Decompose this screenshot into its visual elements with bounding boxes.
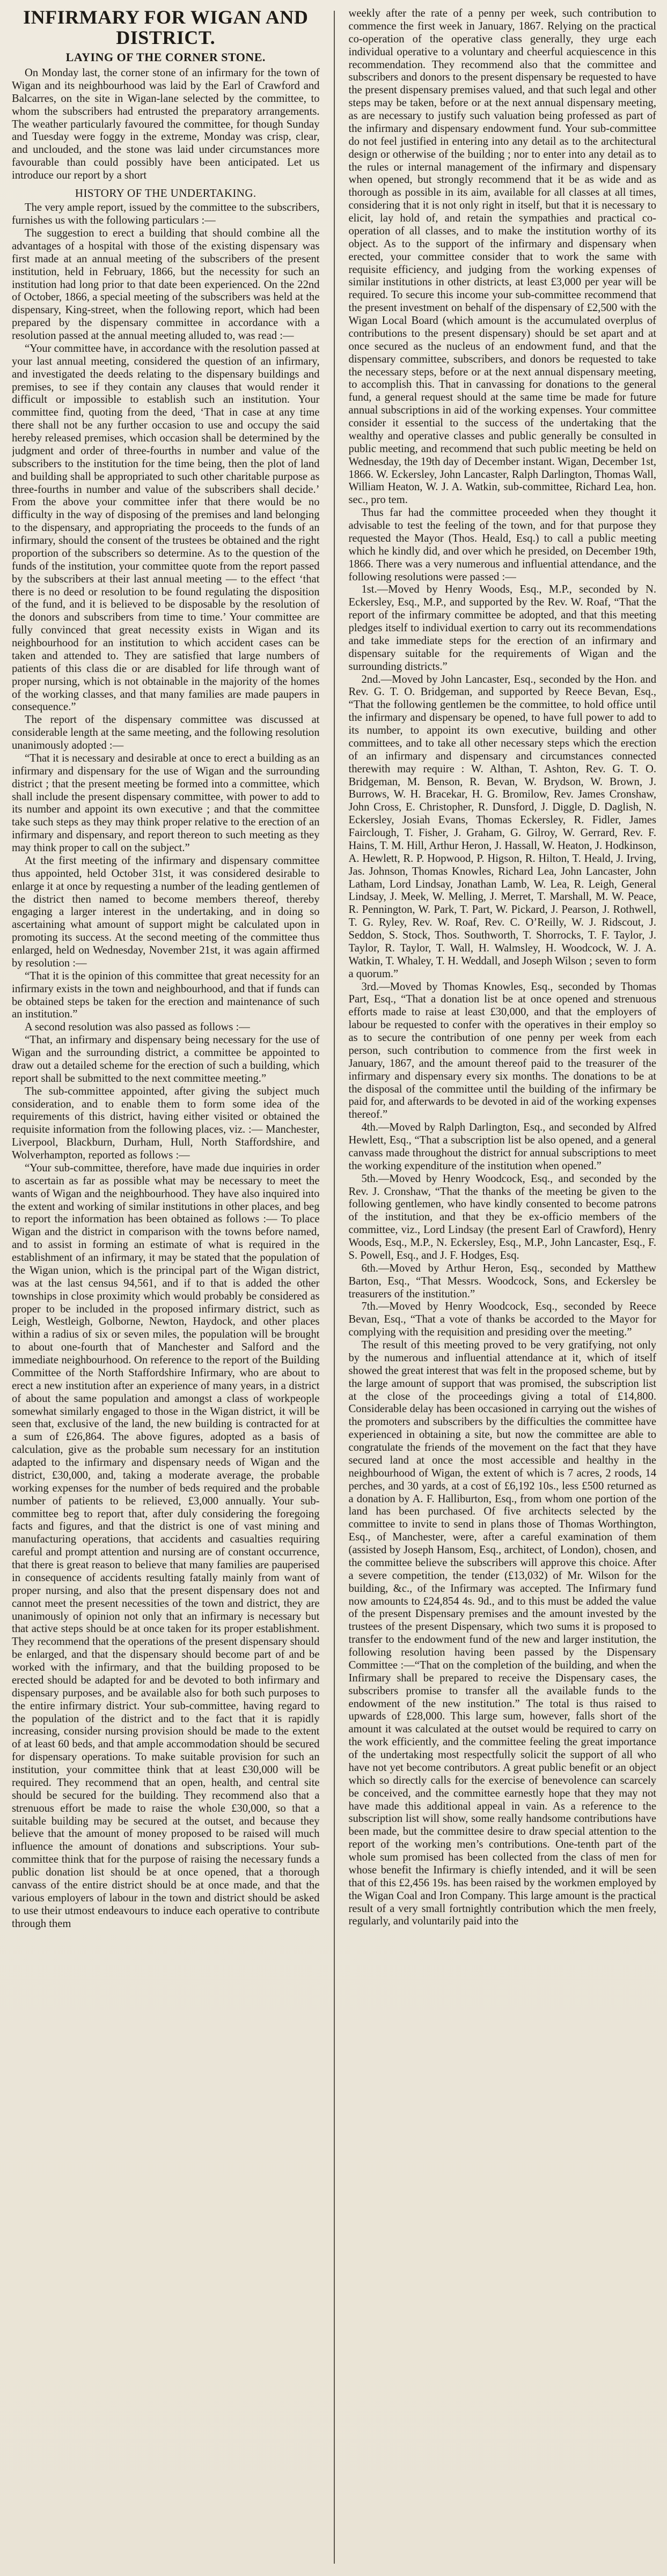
paragraph: “That, an infirmary and dispensary being necessary for the use of Wigan and the surrounding district, a committee be appointed to draw out a detailed scheme for the erection of such a building, which report shall be submitted to the next committee meeting.” [12, 1034, 320, 1084]
paragraph: A second resolution was also passed as follows :— [25, 1021, 250, 1034]
paragraph: At the first meeting of the infirmary and dispensary committee thus appointed, held October 31st, it was considered desirable to enlarge it at once by requesting a number of the leading gentlemen of the district then named to become members thereof, thereby engaging a larger interest in the undertaking, and in doing so ascertaining what amount of support might be calculated upon in promoting its success. At the second meeting of the committee thus enlarged, held on Wednesday, November 21st, it was again affirmed by resolution :— [12, 854, 320, 969]
resolution-paragraph: 6th.—Moved by Arthur Heron, Esq., seconded by Matthew Barton, Esq., “That Messrs. Woodcock, Sons, and Eckersley be treasurers of the institution.” [348, 1262, 656, 1300]
headline: INFIRMARY FOR WIGAN AND DISTRICT. [23, 8, 309, 48]
paragraph: On Monday last, the corner stone of an infirmary for the town of Wigan and its neighbourhood was laid by the Earl of Crawford and Balcarres, on the site in Wigan-lane selected by the committee, to whom the subscribers had entrusted the preparatory arrangements. The weather particularly favoured the committee, for though Sunday and Tuesday were foggy in the extreme, Monday was crisp, clear, and unclouded, and the stone was laid under circumstances more favourable than could possibly have been anticipated. Let us introduce our report by a short [12, 67, 320, 182]
article-columns [12, 8, 656, 2566]
paragraph: “Your sub-committee, therefore, have made due inquiries in order to ascertain as far as possible what may be necessary to meet the wants of Wigan and the neighbourhood. They have also inquired into the extent and working of similar institutions in other places, and beg to report the information has been obtained as follows :— To place Wigan and the district in comparison with the towns before named, and to assist in forming an estimate of what is required in the establishment of an infirmary, it may be stated that the population of the Wigan union, which is the principal part of the Wigan district, was at the last census 94,561, and if to that is added the other townships in close proximity which would probably be considered as proper to be included in the proposed infirmary district, such as Leigh, Westleigh, Golborne, Newton, Haydock, and other places within a radius of six or seven miles, the population will be brought to about one-fourth that of Manchester and Salford and the immediate neighbourhood. On reference to the report of the Building Committee of the North Staffordshire Infirmary, who are about to erect a new institution after an experience of many years, in a district of about the same population and amongst a class of workpeople somewhat similarly engaged to those in the Wigan district, it will be seen that, exclusive of the land, the new building is contracted for at a sum of £26,864. The above figures, adopted as a basis of calculation, give as the probable sum necessary for an institution adapted to the infirmary and dispensary needs of Wigan and the district, £30,000, and, taking a moderate average, the probable working expenses for the number of beds required and the probable number of patients to be relieved, £3,000 annually. Your sub-committee beg to report that, after duly considering the foregoing facts and figures, and that the district is one of vast mining and manufacturing operations, that accidents and casualties requiring careful and prompt attention and nursing are of constant occurrence, that there is great reason to believe that many families are pauperised in consequence of accidents resulting fatally mainly from want of proper nursing, and also that the present dispensary does not and cannot meet the present necessities of the town and district, they are unanimously of opinion not only that an infirmary is necessary but that active steps should be at once taken for its proper establishment. They recommend that the operations of the present dispensary should be enlarged, and that the dispensary should become part of and be worked with the infirmary, and that the building proposed to be erected should be adapted for and be devoted to both infirmary and dispensary purposes, and be available also for both such purposes to the entire infirmary district. Your sub-committee, having regard to the population of the district and to the fact that it is rapidly increasing, consider nursing provision should be made to the extent of at least 60 beds, and that ample accommodation should be secured for dispensary operations. To make suitable provision for such an institution, your committee think that at least £30,000 will be required. They recommend that an open, health, and central site should be secured for the building. They recommend also that a strenuous effort be made to raise the whole £30,000, so that a suitable building may be secured at the outset, and because they believe that the amount of money proposed to be raised will much influence the amount of donations and subscriptions. Your sub-committee think that for the purpose of raising the necessary funds a public donation list should be at once opened, that a thorough canvass of the entire district should be at once made, and that the various employers of labour in the town and district should be asked to use their utmost endeavours to induce each operative to contribute through them [12, 1162, 320, 1930]
paragraph: “Your committee have, in accordance with the resolution passed at your last annual meeting, considered the question of an infirmary, and investigated the deeds relating to the dispensary buildings and premises, to see if they contain any clauses that would render it difficult or impossible to establish such an institution. Your committee find, quoting from the deed, ‘That in case at any time there shall not be any further occasion to use and occupy the said hereby released premises, which occasion shall be determined by the judgment and order of three-fourths in number and value of the subscribers to the institution for the time being, then the plot of land and building shall be appropriated to such other charitable purpose as three-fourths in number and value of the subscribers shall decide.’ From the above your committee infer that there would be no difficulty in the way of disposing of the premises and land belonging to the dispensary, and appropriating the proceeds to the funds of an infirmary, should the consent of the trustees be obtained and the right proportion of the subscribers so determine. As to the question of the funds of the institution, your committee quote from the report passed by the subscribers at their last annual meeting — to the effect ‘that there is no deed or resolution to be found regulating the disposition of the fund, and it is believed to be disposable by the resolution of the donors and subscribers from time to time.’ Your committee are fully convinced that great necessity exists in Wigan and its neighbourhood for an institution to which accident cases can be taken and attended to. They are satisfied that large numbers of patients of this class die or are disabled for life through want of proper nursing, which is not obtainable in the majority of the homes of the working classes, and that many families are made paupers in consequence.” [12, 342, 320, 713]
resolution-paragraph: 3rd.—Moved by Thomas Knowles, Esq., seconded by Thomas Part, Esq., “That a donation list be at once opened and strenuous efforts made to raise at least £30,000, and that the employers of labour be requested to confer with the operatives in their employ so as to secure the contribution of one penny per week from each person, such contribution to commence from the first week in January, 1867, and the amount thereof paid to the treasurer of the infirmary and dispensary every six months. The donations to be at the disposal of the committee until the building of the infirmary be paid for, and afterwards to be devoted in aid of the working expenses thereof.” [348, 980, 656, 1121]
resolution-paragraph: 1st.—Moved by Henry Woods, Esq., M.P., seconded by N. Eckersley, Esq., M.P., and supported by the Rev. W. Roaf, “That the report of the infirmary committee be adopted, and that this meeting pledges itself to individual exertion to carry out its recommendations and take immediate steps for the erection of an infirmary and dispensary suitable for the requirements of Wigan and the surrounding districts.” [348, 584, 656, 673]
paragraph: The sub-committee appointed, after giving the subject much consideration, and to enable them to form some idea of the requirements of this district, having either visited or obtained the requisite information from the following places, viz. :— Manchester, Liverpool, Blackburn, Durham, Hull, North Staffordshire, and Wolverhampton, reported as follows :— [12, 1085, 320, 1162]
resolution-paragraph: 2nd.—Moved by John Lancaster, Esq., seconded by the Hon. and Rev. G. T. O. Bridgeman, and supported by Reece Bevan, Esq., “That the following gentlemen be the committee, to hold office until the infirmary and dispensary be opened, to have full power to add to its number, to appoint its own executive, building and other committees, and to take all other necessary steps which the erection of an infirmary and dispensary and circumstances connected therewith may require : W. Althan, T. Ashton, Rev. G. T. O. Bridgeman, M. Benson, R. Bevan, W. Brydson, W. Brown, J. Burrows, W. H. Bracekar, H. G. Bromilow, Rev. James Cronshaw, John Cross, E. Christopher, R. Dunsford, J. Diggle, D. Daglish, N. Eckersley, Josiah Evans, Thomas Eckersley, R. Fidler, James Fairclough, T. Fisher, J. Graham, G. Gilroy, W. Gerrard, Rev. F. Hains, T. M. Hill, Arthur Heron, J. Hassall, W. Heaton, J. Hodkinson, A. Hewlett, R. P. Hopwood, P. Higson, R. Hilton, T. Heald, J. Irving, Jas. Johnson, Thomas Knowles, Richard Lea, John Lancaster, John Latham, Lord Lindsay, Jonathan Lamb, W. Lea, R. Leigh, General Lindsay, J. Meek, W. Melling, J. Merret, T. Marshall, M. W. Peace, R. Pennington, W. Park, T. Part, W. Pickard, J. Pearson, J. Rothwell, T. G. Ryley, Rev. W. Roaf, Rev. C. O’Reilly, W. J. Ridscout, J. Seddon, S. Stock, Thos. Southworth, T. Shorrocks, T. F. Taylor, J. Taylor, R. Taylor, T. Wall, H. Walmsley, H. Woodcock, W. J. A. Watkin, T. Whaley, T. H. Weddall, and Joseph Wilson ; seven to form a quorum.” [348, 673, 656, 980]
paragraph: The result of this meeting proved to be very gratifying, not only by the numerous and influential attendance at it, which of itself showed the great interest that was felt in the proposed scheme, but by the large amount of support that was promised, the subscription list at the close of the proceedings giving a total of £14,800. Considerable delay has been occasioned in carrying out the wishes of the promoters and subscribers by the difficulties the committee have experienced in obtaining a site, but now the committee are able to congratulate the friends of the movement on the fact that they have secured land at once the most accessible and healthy in the neighbourhood of Wigan, the extent of which is 7 acres, 2 roods, 14 perches, and 30 yards, at a cost of £6,192 10s., less £500 returned as a donation by A. F. Halliburton, Esq., from whom one portion of the land has been purchased. Of five architects selected by the committee to invite to send in plans those of Thomas Worthington, Esq., of Manchester, were, after a careful examination of them (assisted by Joseph Hansom, Esq., architect, of London), chosen, and the committee believe the subscribers will approve this choice. After a severe competition, the tender (£13,032) of Mr. Wilson for the building, &c., of the Infirmary was accepted. The Infirmary fund now amounts to £24,854 4s. 9d., and to this must be added the value of the present Dispensary premises and the amount invested by the trustees of the present Dispensary, which two sums it is proposed to transfer to the endowment fund of the new and larger institution, the following resolution having been passed by the Dispensary Committee :—“That on the completion of the building, and when the Infirmary shall be prepared to receive the Dispensary cases, the subscribers promise to transfer all the available funds to the endowment of the new institution.” The total is thus raised to upwards of £28,000. This large sum, however, falls short of the amount it was calculated at the outset would be required to carry on the work efficiently, and the committee feeling the great importance of the undertaking most respectfully solicit the support of all who have not yet become contributors. A great public benefit or an object which so directly calls for the exercise of benevolence can scarcely be conceived, and the committee earnestly hope that they may not have made this additional appeal in vain. As a reference to the subscription list will show, some really handsome contributions have been made, but the committee desire to draw special attention to the report of the working men’s contributions. One-tenth part of the whole sum promised has been collected from the class of men for whose benefit the Infirmary is chiefly intended, and it will be seen that of this £2,456 19s. has been raised by the workmen employed by the Wigan Coal and Iron Company. This large amount is the practical result of a very small fortnightly contribution which the men freely, regularly, and voluntarily paid into the [348, 1339, 656, 1928]
right-column [349, 8, 657, 2566]
left-column [12, 8, 320, 2566]
paragraph: “That it is the opinion of this committee that great necessity for an infirmary exists in the town and neighbourhood, and that if funds can be obtained steps be taken for the erection and maintenance of such an institution.” [12, 970, 320, 1021]
paragraph: Thus far had the committee proceeded when they thought it advisable to test the feeling of the town, and for that purpose they requested the Mayor (Thos. Heald, Esq.) to call a public meeting which he kindly did, and over which he presided, on December 19th, 1866. There was a very numerous and influential attendance, and the following resolutions were passed :— [348, 507, 656, 583]
column-rule [334, 11, 335, 2564]
paragraph: The suggestion to erect a building that should combine all the advantages of a hospital with those of the existing dispensary was first made at an annual meeting of the subscribers of the present institution, held in February, 1866, but the necessity for such an institution had long prior to that date been experienced. On the 22nd of October, 1866, a special meeting of the subscribers was held at the dispensary, King-street, when the following report, which had been prepared by the dispensary committee in accordance with a resolution passed at the annual meeting alluded to, was read :— [12, 227, 320, 342]
paragraph: “That it is necessary and desirable at once to erect a building as an infirmary and dispensary for the use of Wigan and the surrounding district ; that the present meeting be formed into a committee, which shall include the present dispensary committee, with power to add to its number and appoint its own executive ; and that the committee take such steps as they may think proper relative to the erection of an infirmary and dispensary, and report thereon to such meeting as they may think proper to call on the subject.” [12, 752, 320, 854]
section-heading: HISTORY OF THE UNDERTAKING. [75, 186, 256, 200]
paragraph: The very ample report, issued by the committee to the subscribers, furnishes us with the following particulars :— [12, 202, 320, 227]
subheading: LAYING OF THE CORNER STONE. [65, 50, 266, 64]
resolution-paragraph: 7th.—Moved by Henry Woodcock, Esq., seconded by Reece Bevan, Esq., “That a vote of thanks be accorded to the Mayor for complying with the requisition and presiding over the meeting.” [348, 1301, 656, 1339]
resolution-paragraph: 4th.—Moved by Ralph Darlington, Esq., and seconded by Alfred Hewlett, Esq., “That a subscription list be also opened, and a general canvass made throughout the district for annual subscriptions to meet the working expenditure of the institution when opened.” [348, 1121, 656, 1172]
paragraph: weekly after the rate of a penny per week, such contribution to commence the first week in January, 1867. Relying on the practical co-operation of the operative class generally, they urge each individual operative to a voluntary and cheerful acquiescence in this recommendation. They recommend also that the committee and subscribers and donors to the present dispensary be requested to have the present dispensary premises valued, and that such legal and other steps may be taken, before or at the next annual dispensary meeting, as are necessary to justify such valuation being professed as part of the infirmary and dispensary endowment fund. Your sub-committee do not feel justified in entering into any detail as to the architectural design or otherwise of the building ; nor to enter into any detail as to the rules or internal management of the infirmary and dispensary when opened, but strongly recommend that it be as wide and as thorough as possible in its aim, available for all classes at all times, considering that it is not only right in itself, but that it is necessary to elicit, lay hold of, and retain the sympathies and practical co-operation of all classes, and to make the institution worthy of its object. As to the support of the infirmary and dispensary when erected, your committee consider that to work the same with requisite efficiency, and judging from the working expenses of similar institutions in other districts, at least £3,000 per year will be required. To secure this income your sub-committee recommend that the present investment on behalf of the dispensary of £2,500 with the Wigan Local Board (which amount is the accumulated overplus of contributions to the present dispensary) should be set apart and at once secured as the nucleus of an endowment fund, and that the dispensary committee, subscribers, and donors be requested to take the necessary steps, before or at the next annual dispensary meeting, to accomplish this. That in canvassing for donations to the general fund, a general request should at the same time be made for future annual subscriptions in aid of the working expenses. Your committee consider it essential to the success of the undertaking that the wealthy and operative classes and public generally be consulted in public meeting, and recommend that such public meeting be held on Wednesday, the 19th day of December instant. Wigan, December 1st, 1866. W. Eckersley, John Lancaster, Ralph Darlington, Thomas Wall, William Heaton, W. J. A. Watkin, sub-committee, Richard Lea, hon. sec., pro tem. [348, 8, 656, 506]
paragraph: The report of the dispensary committee was discussed at considerable length at the same meeting, and the following resolution unanimously adopted :— [12, 714, 320, 752]
resolution-paragraph: 5th.—Moved by Henry Woodcock, Esq., and seconded by the Rev. J. Cronshaw, “That the thanks of the meeting be given to the following gentlemen, who have kindly consented to become patrons of the institution, and that they be ex-officio members of the committee, viz., Lord Lindsay (the present Earl of Crawford), Henry Woods, Esq., M.P., N. Eckersley, Esq., M.P., John Lancaster, Esq., F. S. Powell, Esq., and J. F. Hodges, Esq. [348, 1172, 656, 1261]
